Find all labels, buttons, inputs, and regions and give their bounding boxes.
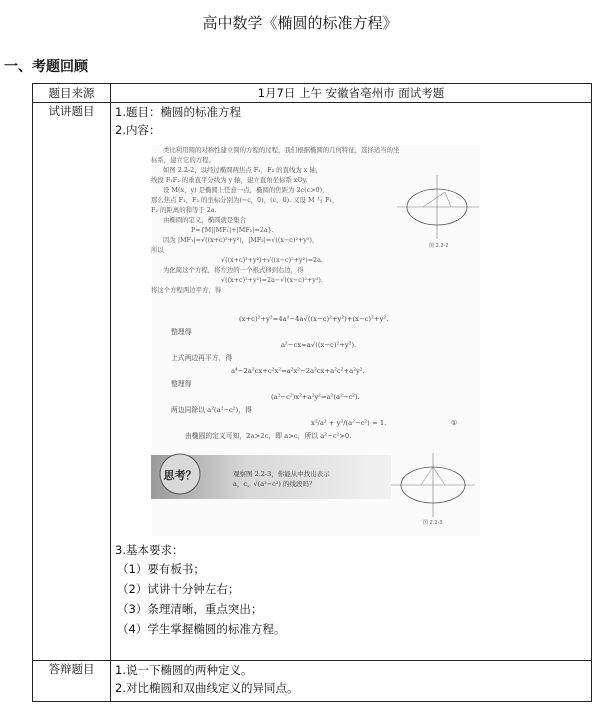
scan-line: 如图 2.2-2，以经过椭圆两焦点 F₁，F₂ 的直线为 x 轴， [163,166,323,174]
scan-line: P={M||MF₁|+|MF₂|=2a}. [191,226,274,234]
formula-line: 整理得 [171,328,192,336]
source-value: 1月7日 上午 安徽省亳州市 面试考题 [111,84,592,103]
scan-line: √((x+c)²+y²)=2a−√((x−c)²+y²). [221,276,323,284]
think-badge-icon [157,451,203,497]
scan-line: F₂ 的距离的和等于 2a. [151,206,217,214]
requirements-title: 3.基本要求： [115,543,184,557]
formula-line: a⁴−2a²cx+c²x²=a²x²−2a²cx+a²c²+a²y². [231,367,365,375]
formula-line: 两边同除以 a²(a²−c²)，得 [171,406,252,414]
formula-line: 上式两边再平方，得 [171,354,233,362]
think-badge-text: 思考？ [163,469,197,482]
table-header-row [33,84,592,103]
trial-topic: 1.题目：椭圆的标准方程 [115,105,241,119]
formula-line: (x+c)²+y²=4a²−4a√((x−c)²+y²)+(x−c)²+y². [239,315,389,323]
figure2-caption: 图 2.2-3 [423,520,443,526]
section-heading: 一、考题回顾 [4,59,88,75]
defense-question: 1.说一下椭圆的两种定义。 [115,663,253,677]
formula-main: x²/a² + y²/(a²−c²) = 1. [311,419,387,427]
figure-caption: 图 2.2-2 [429,243,449,249]
scan-line: 线段 F₁F₂ 的垂直平分线为 y 轴，建立直角坐标系 xOy. [151,176,308,184]
requirement-item: （2）试讲十分钟左右； [117,582,240,596]
trial-row [33,103,592,661]
defense-content [111,661,592,702]
ellipse-figure [393,171,481,251]
trial-label: 试讲题目 [33,103,111,661]
scan-line: 为化简这个方程，将左边的一个根式移到右边，得 [163,266,304,274]
defense-question: 2.对比椭圆和双曲线定义的异同点。 [115,681,299,695]
formula-line: 由椭圆的定义可知，2a>2c，即 a>c，所以 a²−c²>0. [185,432,352,440]
trial-content [111,103,592,661]
think-box [151,445,481,529]
scan-paragraphs [151,145,400,295]
requirement-item: （3）条理清晰，重点突出； [117,602,263,616]
exam-table [32,83,592,702]
textbook-scan [151,145,481,537]
formula-line [171,417,471,430]
formula-line: a²−cx=a√((x−c)²+y²). [281,341,357,349]
think-line: a，c，√(a²−c²) 的线段吗？ [233,480,316,488]
defense-row [33,661,592,702]
scan-line: 类比利用圆的对称性建立圆的方程的过程，我们根据椭圆的几何特征，选择适当的坐 [163,146,400,154]
source-label: 题目来源 [33,84,111,103]
think-line: 观察图 2.2-3，你能从中找出表示 [233,470,330,478]
trial-content-label: 2.内容： [115,123,161,137]
scan-line: 那么焦点 F₁，F₂ 的坐标分别为(−c，0)，(c，0). 又设 M 与 F₁， [151,196,339,204]
scan-line: 将这个方程两边平方，得 [151,286,222,294]
formula-block [171,313,471,443]
formula-number: ① [451,419,458,427]
scan-line: √((x+c)²+y²)+√((x−c)²+y²)=2a. [221,256,323,264]
page-title: 高中数学《椭圆的标准方程》 [202,14,398,32]
formula-line: (a²−c²)x²+a²y²=a²(a²−c²). [271,393,360,401]
scan-line: 设 M(x，y) 是椭圆上任意一点，椭圆的焦距为 2c(c>0)， [163,186,329,194]
scan-line: 标系，建立它的方程。 [151,156,215,164]
formula-line: 整理得 [171,380,192,388]
requirement-item: （4）学生掌握椭圆的标准方程。 [117,622,286,636]
think-text [233,469,330,489]
scan-line: 由椭圆的定义，椭圆就是集合 [163,216,247,224]
ellipse-figure-2 [387,447,479,527]
scan-line: 所以 [151,246,164,254]
requirement-item: （1）要有板书； [117,562,205,576]
scan-line: 因为 |MF₁|=√((x+c)²+y²)，|MF₂|=√((x−c)²+y²)， [163,236,319,244]
defense-label: 答辩题目 [33,661,111,702]
